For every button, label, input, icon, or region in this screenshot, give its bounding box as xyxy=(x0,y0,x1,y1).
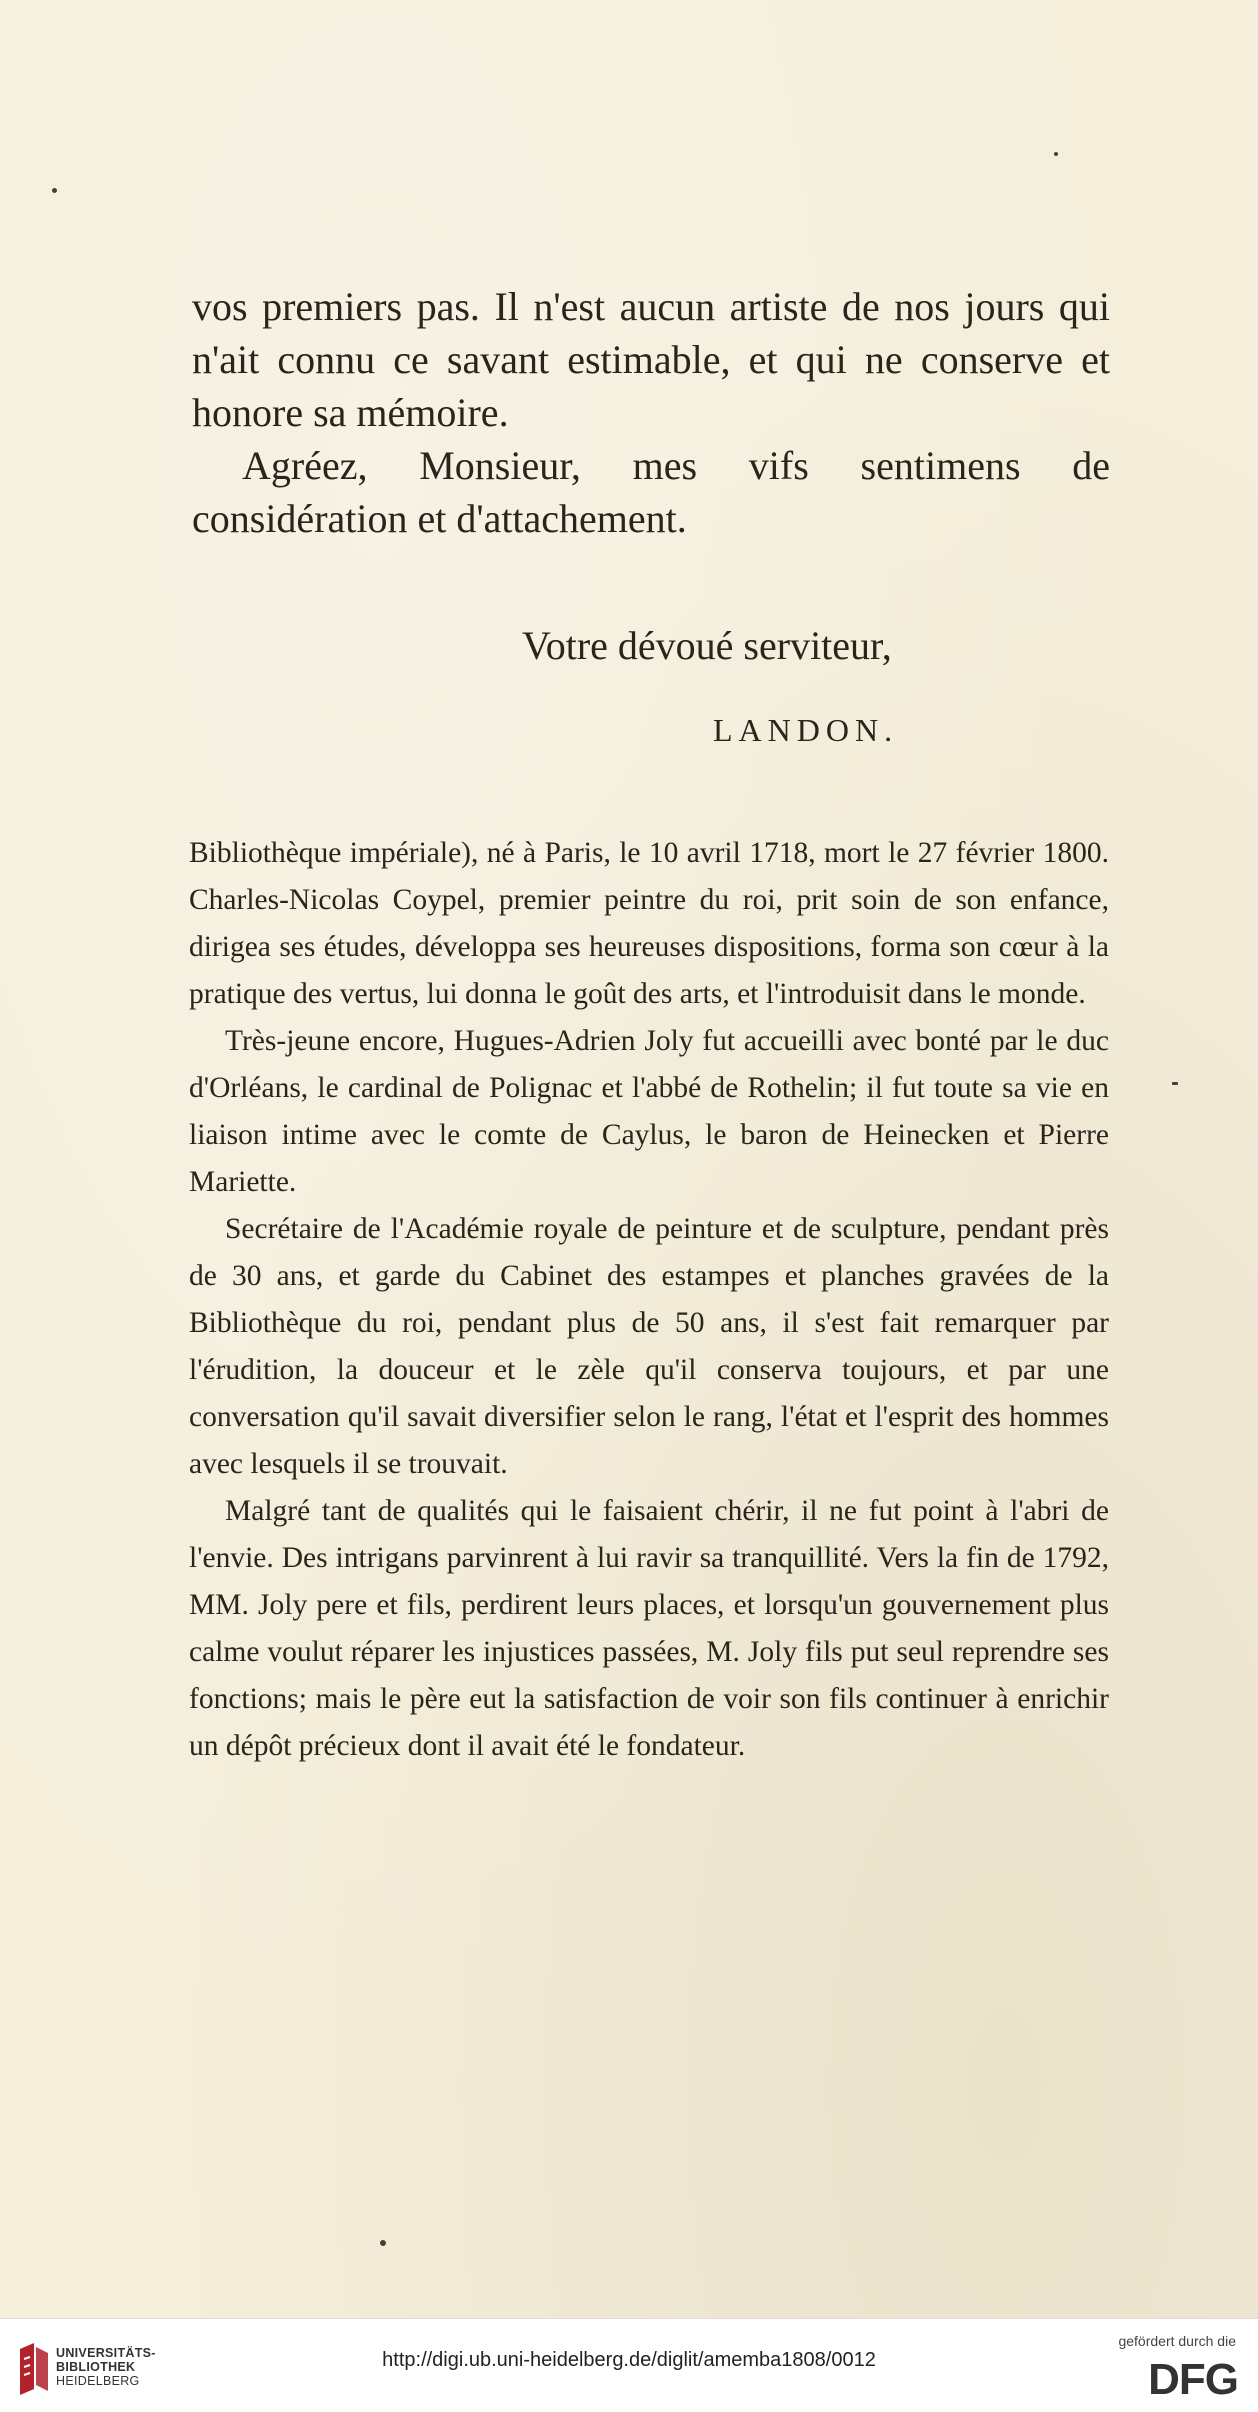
paper-speck xyxy=(1054,152,1058,156)
permalink-url[interactable]: http://digi.ub.uni-heidelberg.de/diglit/amemba1808/0012 xyxy=(382,2349,876,2371)
paper-speck xyxy=(52,188,57,193)
funding-label: gefördert durch die xyxy=(1118,2333,1236,2349)
note-paragraph-3: Secrétaire de l'Académie royale de peinture et de sculpture, pendant près de 30 ans, et garde du Cabinet des estampes et planches gravées de la Bibliothèque du roi, pendant plus de 50 ans, il s'est fait remarquer par l'érudition, la douceur et le zèle qu'il conserva toujours, et par une conversation qu'il savait diversifier selon le rang, l'état et l'esprit des hommes avec lesquels il se trouvait. xyxy=(189,1213,1109,1480)
letter-paragraph-2: Agréez, Monsieur, mes vifs sentimens de considération et d'attachement. xyxy=(192,443,1110,541)
letter-signature: LANDON. xyxy=(713,712,899,748)
library-name-line-1: UNIVERSITÄTS- xyxy=(56,2346,156,2360)
letter-closing: Votre dévoué serviteur, xyxy=(522,623,892,668)
letter-text xyxy=(192,280,1110,545)
university-library-name xyxy=(56,2346,156,2388)
note-paragraph-1: Bibliothèque impériale), né à Paris, le 10 avril 1718, mort le 27 février 1800. Charles-Nicolas Coypel, premier peintre du roi, prit soin de son enfance, dirigea ses études, développa ses heureuses dispositions, forma son cœur à la pratique des vertus, lui donna le goût des arts, et l'introduisit dans le monde. xyxy=(189,837,1109,1010)
note-paragraph-4: Malgré tant de qualités qui le faisaient chérir, il ne fut point à l'abri de l'envie. Des intrigans parvinrent à lui ravir sa tranquillité. Vers la fin de 1792, MM. Joly pere et fils, perdirent leurs places, et lorsqu'un gouvernement plus calme voulut réparer les injustices passées, M. Joly fils put seul reprendre ses fonctions; mais le père eut la satisfaction de voir son fils continuer à enrichir un dépôt précieux dont il avait été le fondateur. xyxy=(189,1495,1109,1762)
university-library-logo xyxy=(14,2339,54,2399)
library-name-line-3: HEIDELBERG xyxy=(56,2374,140,2388)
paper-speck xyxy=(1172,1082,1178,1085)
viewer-footer xyxy=(0,2318,1258,2412)
dfg-logo: DFG xyxy=(1148,2355,1238,2404)
note-paragraph-2: Très-jeune encore, Hugues-Adrien Joly fut accueilli avec bonté par le duc d'Orléans, le cardinal de Polignac et l'abbé de Rothelin; il fut toute sa vie en liaison intime avec le comte de Caylus, le baron de Heinecken et Pierre Mariette. xyxy=(189,1025,1109,1198)
library-name-line-2: BIBLIOTHEK xyxy=(56,2360,136,2374)
letter-paragraph-1: vos premiers pas. Il n'est aucun artiste de nos jours qui n'ait connu ce savant estimable, et qui ne conserve et honore sa mémoire. xyxy=(192,284,1110,435)
biographical-notes xyxy=(189,830,1109,1770)
paper-speck xyxy=(380,2240,386,2246)
